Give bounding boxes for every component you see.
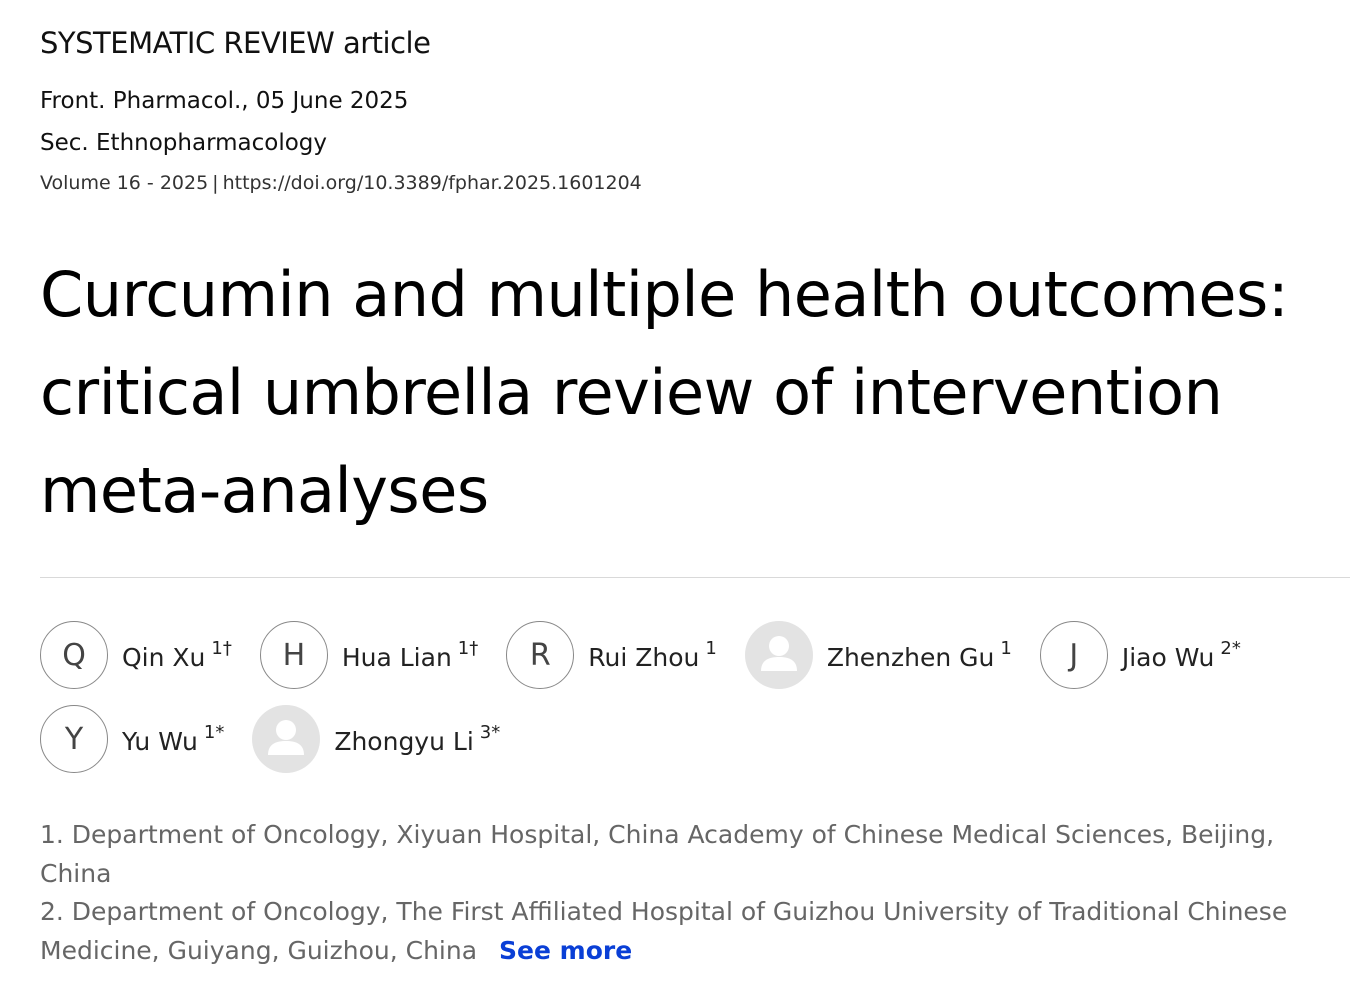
author-affiliation-marker: 2* xyxy=(1220,638,1241,659)
author-avatar: Y xyxy=(40,705,108,773)
volume-label: Volume 16 - 2025 xyxy=(40,172,209,194)
volume-doi-line xyxy=(40,172,642,194)
author-item[interactable] xyxy=(1040,621,1241,689)
affiliations xyxy=(40,816,1330,970)
author-affiliation-marker: 1† xyxy=(211,638,232,659)
author-name: Jiao Wu $^{2*}$ xyxy=(1121,638,1241,672)
author-item[interactable] xyxy=(506,621,717,689)
doi-link[interactable]: https://doi.org/10.3389/fphar.2025.1601204 xyxy=(222,172,642,194)
author-item[interactable] xyxy=(40,621,232,689)
article-type: SYSTEMATIC REVIEW article xyxy=(40,26,431,60)
author-name: Hua Lian $^{1\dagger}$ xyxy=(341,638,479,672)
author-avatar: Q xyxy=(40,621,108,689)
user-placeholder-icon xyxy=(745,621,813,689)
affiliation-item: 2. Department of Oncology, The First Affiliated Hospital of Guizhou University of Traditional Chinese Medicine, Guiyang, Guizhou, China See more xyxy=(40,897,1288,965)
author-item[interactable] xyxy=(260,621,478,689)
separator: | xyxy=(212,172,219,194)
affiliation-item: 1. Department of Oncology, Xiyuan Hospital, China Academy of Chinese Medical Sciences, Beijing, China xyxy=(40,820,1275,888)
author-avatar: R xyxy=(506,621,574,689)
author-affiliation-marker: 1† xyxy=(457,638,479,659)
author-affiliation-marker: 3* xyxy=(479,722,501,743)
user-placeholder-icon xyxy=(252,705,320,773)
author-avatar: H xyxy=(260,621,328,689)
journal-date: Front. Pharmacol., 05 June 2025 xyxy=(40,88,409,114)
author-row xyxy=(40,704,1350,774)
author-row xyxy=(40,620,1350,690)
author-name: Zhongyu Li $^{3*}$ xyxy=(334,722,501,756)
author-list xyxy=(40,620,1350,788)
author-avatar: J xyxy=(1040,621,1108,689)
author-name: Rui Zhou $^1$ xyxy=(588,638,717,672)
author-name: Zhenzhen Gu $^1$ xyxy=(826,638,1012,672)
see-more-link[interactable]: See more xyxy=(499,935,633,965)
author-item[interactable] xyxy=(745,621,1012,689)
divider xyxy=(40,577,1350,578)
author-item[interactable] xyxy=(40,705,224,773)
author-name: Yu Wu $^{1*}$ xyxy=(122,722,225,756)
author-affiliation-marker: 1* xyxy=(203,722,225,743)
article-title: Curcumin and multiple health outcomes: critical umbrella review of intervention meta-analyses xyxy=(40,258,1289,527)
author-affiliation-marker: 1 xyxy=(1000,638,1012,659)
author-item[interactable] xyxy=(252,705,500,773)
author-name: Qin Xu $^{1\dagger}$ xyxy=(122,638,232,672)
author-affiliation-marker: 1 xyxy=(705,638,717,659)
journal-section: Sec. Ethnopharmacology xyxy=(40,130,328,156)
